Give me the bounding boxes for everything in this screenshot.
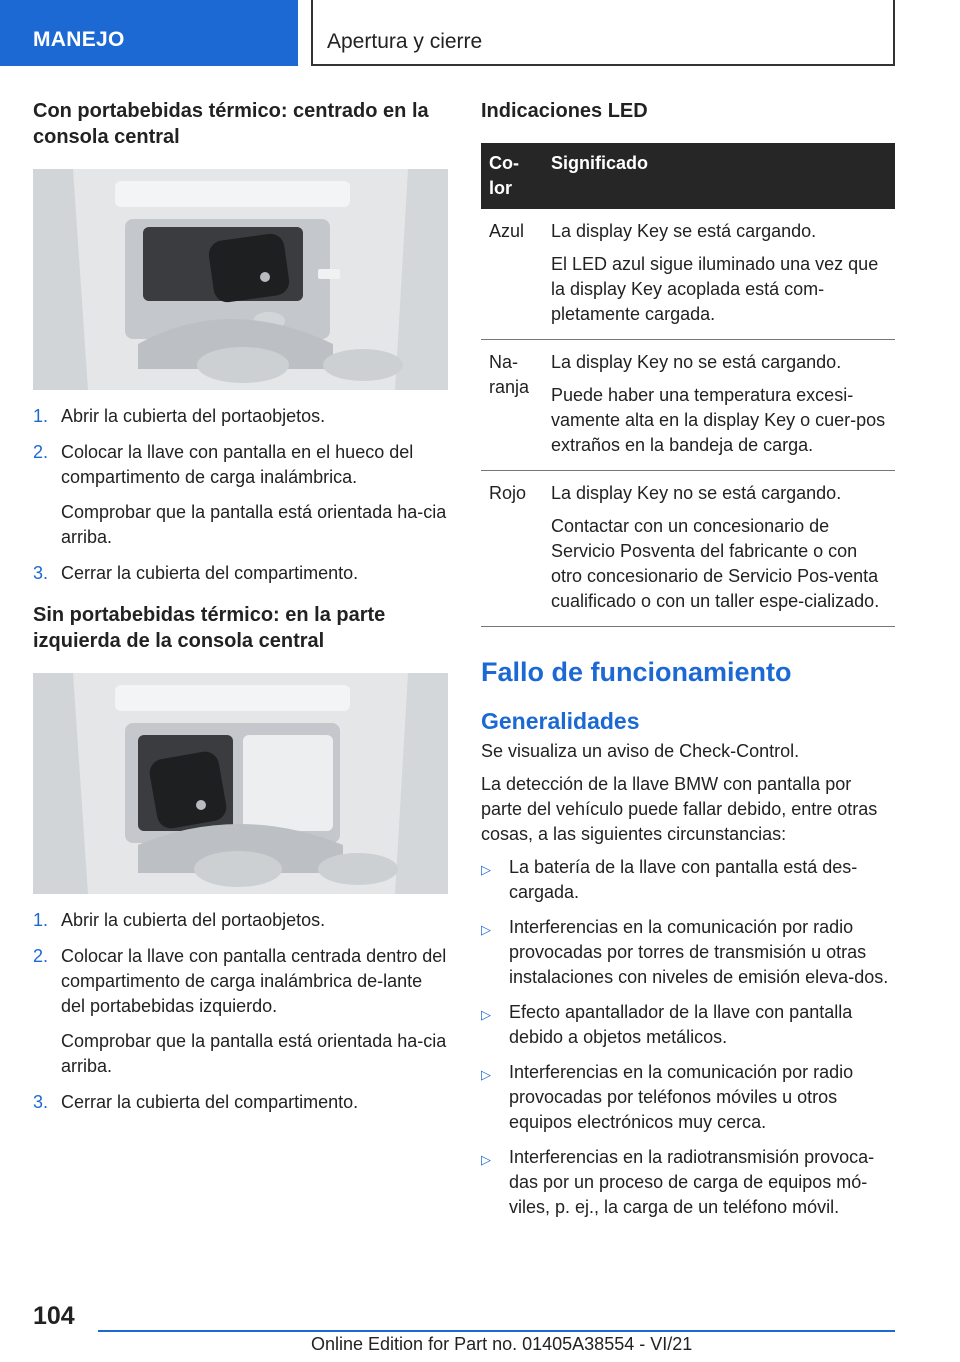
triangle-right-icon: ▷: [481, 1152, 491, 1167]
right-column: [481, 98, 895, 1230]
triangle-right-icon: ▷: [481, 922, 491, 937]
check-control-text: Se visualiza un aviso de Check-Control.: [481, 741, 800, 761]
led-meaning-cell: [543, 471, 895, 627]
header-chapter-tab: [311, 0, 895, 66]
list-item-text: La batería de la llave con pantalla está des-cargada.: [509, 857, 858, 902]
step-item: [33, 440, 448, 550]
step-text: Abrir la cubierta del portaobjetos.: [61, 406, 326, 426]
list-item-text: Interferencias en la radiotransmisión provoca-das por un proceso de carga de equipos mó-viles, p. ej., la carga de un teléfono móvil.: [509, 1147, 875, 1217]
circumstances-list: [481, 855, 895, 1220]
led-table-header-row: [481, 143, 895, 209]
step-text: Colocar la llave con pantalla centrada dentro del compartimento de carga inalámbrica de-lante del portabebidas izquierdo.: [61, 946, 447, 1016]
list-item: [481, 915, 895, 990]
page-number: 104: [33, 1302, 75, 1330]
footer-edition-text: Online Edition for Part no. 01405A38554 - VI/21: [311, 1334, 693, 1354]
steps-left-side-list: [33, 908, 448, 1115]
general-heading: Generalidades: [481, 708, 640, 734]
led-meaning-cell: [543, 209, 895, 340]
list-item: [481, 855, 895, 905]
step-text: Cerrar la cubierta del compartimento.: [61, 1092, 359, 1112]
list-item: [481, 1060, 895, 1135]
subheading-left-side: Sin portabebidas térmico: en la parte izquierda de la consola central: [33, 604, 386, 652]
step-text: Cerrar la cubierta del compartimento.: [61, 563, 359, 583]
step-number: 1.: [33, 910, 49, 930]
step-number: 2.: [33, 946, 49, 966]
triangle-right-icon: ▷: [481, 1067, 491, 1082]
led-color-cell: Na-ranja: [481, 340, 543, 471]
step-item: [33, 908, 448, 933]
led-meaning-text: La display Key se está cargando.: [551, 221, 817, 241]
malfunction-heading: Fallo de funcionamiento: [481, 657, 792, 687]
table-row: [481, 209, 895, 340]
led-color-cell: Azul: [481, 209, 543, 340]
step-text: Abrir la cubierta del portaobjetos.: [61, 910, 326, 930]
step-number: 1.: [33, 406, 49, 426]
steps-centered-list: [33, 404, 448, 586]
center-console-photo-2: [33, 673, 448, 894]
led-meaning-text: La display Key no se está cargando.: [551, 483, 842, 503]
triangle-right-icon: ▷: [481, 1007, 491, 1022]
step-item: [33, 561, 448, 586]
led-table-header-meaning: Significado: [543, 143, 895, 209]
step-number: 2.: [33, 442, 49, 462]
led-meaning-cell: [543, 340, 895, 471]
led-meaning-text: Contactar con un concesionario de Servicio Posventa del fabricante o con otro concesionario de Servicio Pos-venta cualificado o con un taller espe-cializado.: [551, 516, 880, 611]
detection-intro-text: La detección de la llave BMW con pantalla por parte del vehículo puede fallar debido, entre otras cosas, a las siguientes circunstancias:: [481, 774, 878, 844]
header-section-label: MANEJO: [33, 28, 125, 51]
led-table-header-color: Co-lor: [481, 143, 543, 209]
table-row: [481, 471, 895, 627]
subheading-centered: Con portabebidas térmico: centrado en la consola central: [33, 100, 429, 148]
step-number: 3.: [33, 563, 49, 583]
led-table: [481, 143, 895, 627]
step-text: Colocar la llave con pantalla en el hueco del compartimento de carga inalámbrica.: [61, 442, 414, 487]
header-section-tab: [0, 0, 298, 66]
led-color-cell: Rojo: [481, 471, 543, 627]
led-meaning-text: La display Key no se está cargando.: [551, 352, 842, 372]
list-item-text: Interferencias en la comunicación por radio provocadas por teléfonos móviles u otros equipos electrónicos muy cerca.: [509, 1062, 854, 1132]
led-indications-heading: Indicaciones LED: [481, 100, 648, 122]
led-meaning-text: Puede haber una temperatura excesi-vamente alta en la display Key o cuer-pos extraños en la bandeja de carga.: [551, 385, 886, 455]
list-item: [481, 1145, 895, 1220]
triangle-right-icon: ▷: [481, 862, 491, 877]
list-item: [481, 1000, 895, 1050]
left-column: [33, 98, 448, 1126]
step-item: [33, 1090, 448, 1115]
step-text: Comprobar que la pantalla está orientada ha-cia arriba.: [61, 502, 447, 547]
center-console-photo-1: [33, 169, 448, 390]
list-item-text: Interferencias en la comunicación por radio provocadas por torres de transmisión u otras instalaciones con niveles de emisión eleva-dos.: [509, 917, 889, 987]
step-text: Comprobar que la pantalla está orientada ha-cia arriba.: [61, 1031, 447, 1076]
step-number: 3.: [33, 1092, 49, 1112]
step-item: [33, 404, 448, 429]
footer-divider: [98, 1330, 895, 1332]
led-meaning-text: El LED azul sigue iluminado una vez que la display Key acoplada está com-pletamente cargada.: [551, 254, 879, 324]
table-row: [481, 340, 895, 471]
header-chapter-label: Apertura y cierre: [327, 30, 483, 53]
step-item: [33, 944, 448, 1079]
list-item-text: Efecto apantallador de la llave con pantalla debido a objetos metálicos.: [509, 1002, 853, 1047]
